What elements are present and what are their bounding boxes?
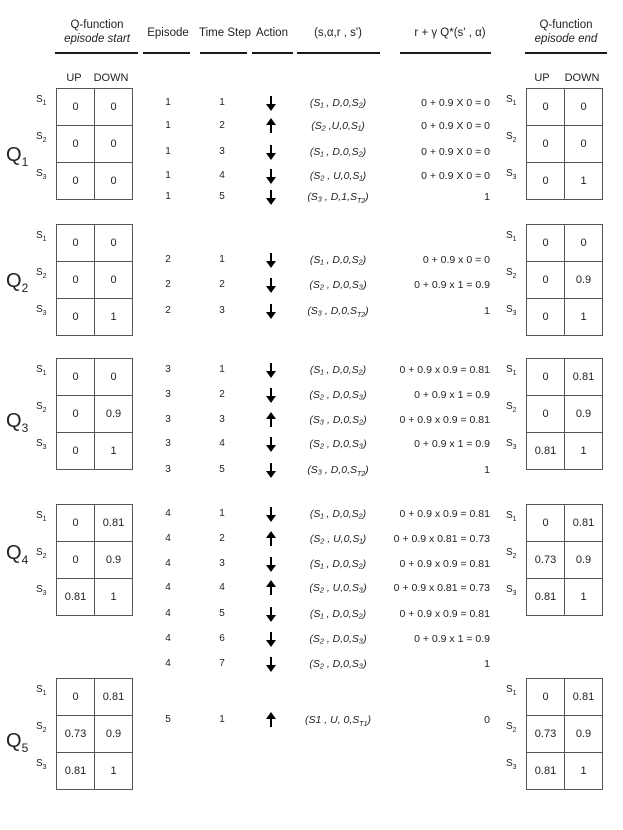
arrow-up-icon	[265, 712, 277, 728]
transition-tuple: (S₁ , D,0,S₂)	[309, 97, 367, 109]
transition-tuple: (S₃ , $D,0,S_{T2}$)	[307, 305, 369, 320]
header-underline	[55, 52, 138, 54]
episode-number: 2	[165, 279, 171, 290]
target-calculation: 0 + 0.9 x 0.81 = 0.73	[393, 582, 490, 594]
state-label: $S_1$	[36, 684, 47, 697]
state-label: $S_3$	[506, 758, 517, 771]
q-value-down: 0.81	[565, 679, 603, 716]
state-label: $S_2$	[506, 401, 517, 414]
time-step-number: 3	[219, 558, 225, 569]
state-label: $S_1$	[506, 230, 517, 243]
state-label: $S_3$	[36, 584, 47, 597]
state-label: $S_1$	[36, 230, 47, 243]
arrow-down-icon	[265, 277, 277, 293]
q-value-down: 0	[95, 89, 133, 126]
q-value-down: 0	[565, 89, 603, 126]
q-value-down: 0.81	[565, 359, 603, 396]
q-value-down: 0	[565, 225, 603, 262]
q-value-up: 0	[57, 505, 95, 542]
transition-tuple: (S₃ , $D,0,S_{T2}$)	[307, 464, 369, 479]
state-label: $S_2$	[506, 547, 517, 560]
q-value-up: 0	[527, 262, 565, 299]
q-value-down: 1	[95, 579, 133, 616]
q-value-down: 1	[565, 579, 603, 616]
q-value-up: 0	[527, 299, 565, 336]
q-value-down: 1	[95, 433, 133, 470]
header-underline	[200, 52, 247, 54]
q-value-down: 1	[565, 753, 603, 790]
q-start-header-line1: Q-function	[70, 19, 124, 31]
q-table-row	[57, 753, 133, 790]
state-label: $S_1$	[506, 510, 517, 523]
q-value-down: 0.9	[95, 716, 133, 753]
arrow-down-icon	[265, 387, 277, 403]
transition-tuple: (S₂ , U,0,S₃)	[309, 582, 367, 594]
q-value-up: 0	[527, 89, 565, 126]
state-label: $S_2$	[36, 401, 47, 414]
episode-number: 3	[165, 389, 171, 400]
episode-number: 1	[165, 120, 171, 131]
time-step-number: 1	[219, 97, 225, 108]
arrow-up-icon	[265, 118, 277, 134]
transition-tuple: (S₂ , D,0,S₃)	[309, 633, 367, 645]
transition-tuple: (S₁ , D,0,S₂)	[309, 558, 367, 570]
transition-tuple: (S₁ , D,0,S₂)	[309, 508, 367, 520]
q-start-header	[52, 18, 142, 46]
time-step-number: 7	[219, 658, 225, 669]
q-value-down: 0	[95, 359, 133, 396]
episode-header: Episode	[147, 27, 189, 39]
state-label: $S_3$	[36, 758, 47, 771]
q-value-up: 0.81	[527, 753, 565, 790]
transition-tuple: (S₃ , D,0,S₂)	[309, 414, 367, 426]
arrow-down-icon	[265, 556, 277, 572]
start-q-table	[56, 678, 133, 790]
target-calculation: 0 + 0.9 x 1 = 0.9	[414, 389, 490, 401]
q-table-row	[57, 579, 133, 616]
state-label: $S_3$	[506, 584, 517, 597]
transition-tuple: (S₂ , D,0,S₃)	[309, 658, 367, 670]
time-step-number: 1	[219, 508, 225, 519]
q-function-label: $Q_3$	[6, 410, 29, 435]
q-table-row	[527, 579, 603, 616]
q-value-up: 0.73	[57, 716, 95, 753]
q-table-row	[57, 262, 133, 299]
header-underline	[252, 52, 293, 54]
time-step-number: 4	[219, 170, 225, 181]
formula-header: r + γ Q*(s' , α)	[414, 27, 486, 39]
arrow-down-icon	[265, 436, 277, 452]
q-table-row	[527, 299, 603, 336]
q-value-down: 0.9	[95, 396, 133, 433]
timestep-header: Time Step	[199, 27, 251, 39]
transition-tuple: (S₃ , $D,1,S_{T2}$)	[307, 191, 369, 206]
time-step-number: 3	[219, 305, 225, 316]
q-table-row	[527, 225, 603, 262]
q-table-row	[527, 679, 603, 716]
episode-number: 4	[165, 533, 171, 544]
target-calculation: 1	[484, 658, 490, 670]
transition-tuple: (S1 , U, $0,S_{T1}$)	[305, 714, 371, 729]
arrow-down-icon	[265, 656, 277, 672]
arrow-down-icon	[265, 144, 277, 160]
q-table-row	[527, 505, 603, 542]
transition-tuple: (S₂ , U,0,S₁)	[309, 533, 367, 545]
state-label: $S_1$	[506, 684, 517, 697]
target-calculation: 1	[484, 305, 490, 317]
q-table-row	[527, 89, 603, 126]
q-value-up: 0	[57, 299, 95, 336]
episode-number: 2	[165, 305, 171, 316]
end-q-table	[526, 224, 603, 336]
q-value-down: 0.81	[565, 505, 603, 542]
arrow-down-icon	[265, 303, 277, 319]
transition-tuple: (S₂ , D,0,S₃)	[309, 279, 367, 291]
target-calculation: 0 + 0.9 x 0.9 = 0.81	[399, 558, 490, 570]
arrow-up-icon	[265, 580, 277, 596]
q-value-up: 0.81	[527, 579, 565, 616]
q-value-down: 1	[565, 433, 603, 470]
q-table-row	[527, 163, 603, 200]
q-value-up: 0	[527, 396, 565, 433]
q-table-row	[527, 542, 603, 579]
state-label: $S_1$	[506, 94, 517, 107]
episode-number: 1	[165, 170, 171, 181]
episode-number: 4	[165, 508, 171, 519]
start-q-table	[56, 88, 133, 200]
q-table-row	[57, 299, 133, 336]
episode-number: 3	[165, 438, 171, 449]
arrow-down-icon	[265, 189, 277, 205]
episode-number: 1	[165, 146, 171, 157]
target-calculation: 0 + 0.9 x 0 = 0	[422, 254, 490, 266]
q-value-down: 0	[95, 163, 133, 200]
q-value-up: 0.81	[57, 753, 95, 790]
q-function-label: $Q_5$	[6, 730, 29, 755]
target-calculation: 1	[484, 191, 490, 203]
target-calculation: 0 + 0.9 x 0.81 = 0.73	[393, 533, 490, 545]
transition-tuple: (S₂ , D,0,S₃)	[309, 389, 367, 401]
target-calculation: 0 + 0.9 X 0 = 0	[421, 146, 490, 158]
transition-tuple: (S₁ , D,0,S₂)	[309, 146, 367, 158]
state-label: $S_3$	[36, 168, 47, 181]
target-calculation: 0 + 0.9 x 1 = 0.9	[414, 279, 490, 291]
target-calculation: 0 + 0.9 X 0 = 0	[421, 170, 490, 182]
q-value-down: 1	[95, 299, 133, 336]
transition-tuple: (S₁ , D,0,S₂)	[309, 608, 367, 620]
target-calculation: 0 + 0.9 x 0.9 = 0.81	[399, 608, 490, 620]
q-table-row	[57, 225, 133, 262]
q-value-up: 0	[57, 163, 95, 200]
arrow-down-icon	[265, 95, 277, 111]
q-value-up: 0	[57, 225, 95, 262]
target-calculation: 1	[484, 464, 490, 476]
target-calculation: 0 + 0.9 x 1 = 0.9	[414, 633, 490, 645]
q-value-up: 0	[57, 89, 95, 126]
q-end-header-line2: episode end	[534, 33, 598, 45]
time-step-number: 1	[219, 254, 225, 265]
q-table-row	[527, 753, 603, 790]
time-step-number: 2	[219, 120, 225, 131]
state-label: $S_2$	[506, 721, 517, 734]
q-value-down: 0	[95, 126, 133, 163]
action-header: Action	[256, 27, 288, 39]
target-calculation: 0 + 0.9 X 0 = 0	[421, 97, 490, 109]
arrow-up-icon	[265, 412, 277, 428]
q-value-up: 0	[57, 359, 95, 396]
q-function-label: $Q_2$	[6, 270, 29, 295]
state-label: $S_1$	[36, 364, 47, 377]
down-column-header: DOWN	[93, 72, 129, 84]
end-q-table	[526, 88, 603, 200]
arrow-down-icon	[265, 631, 277, 647]
q-value-up: 0	[57, 396, 95, 433]
q-value-down: 0.81	[95, 505, 133, 542]
time-step-number: 3	[219, 414, 225, 425]
state-label: $S_2$	[506, 267, 517, 280]
episode-number: 4	[165, 558, 171, 569]
episode-number: 2	[165, 254, 171, 265]
q-value-up: 0	[527, 126, 565, 163]
q-value-down: 1	[565, 163, 603, 200]
time-step-number: 1	[219, 714, 225, 725]
state-label: $S_2$	[36, 547, 47, 560]
q-value-down: 0.9	[565, 542, 603, 579]
episode-number: 3	[165, 414, 171, 425]
q-value-down: 0.9	[95, 542, 133, 579]
q-table-row	[57, 433, 133, 470]
target-calculation: 0 + 0.9 x 0.9 = 0.81	[399, 414, 490, 426]
episode-number: 4	[165, 658, 171, 669]
time-step-number: 4	[219, 438, 225, 449]
episode-number: 1	[165, 191, 171, 202]
q-table-row	[57, 679, 133, 716]
transition-tuple: (S₁ , D,0,S₂)	[309, 364, 367, 376]
q-table-row	[527, 262, 603, 299]
q-table-row	[57, 542, 133, 579]
arrow-down-icon	[265, 168, 277, 184]
q-table-row	[527, 126, 603, 163]
time-step-number: 2	[219, 389, 225, 400]
q-value-up: 0	[57, 542, 95, 579]
transition-tuple: (S₂ ,U,0,S₁)	[311, 120, 365, 132]
q-value-up: 0.81	[57, 579, 95, 616]
q-end-header-line1: Q-function	[539, 19, 593, 31]
q-value-up: 0.73	[527, 716, 565, 753]
q-value-up: 0	[57, 126, 95, 163]
q-table-row	[57, 126, 133, 163]
arrow-down-icon	[265, 362, 277, 378]
arrow-up-icon	[265, 531, 277, 547]
q-function-label: $Q_4$	[6, 542, 29, 567]
time-step-number: 6	[219, 633, 225, 644]
start-q-table	[56, 224, 133, 336]
state-label: $S_3$	[506, 304, 517, 317]
q-value-down: 0.81	[95, 679, 133, 716]
state-label: $S_1$	[36, 94, 47, 107]
time-step-number: 5	[219, 191, 225, 202]
q-value-down: 0	[95, 225, 133, 262]
q-end-header	[520, 18, 612, 46]
episode-number: 5	[165, 714, 171, 725]
state-label: $S_1$	[36, 510, 47, 523]
episode-number: 4	[165, 633, 171, 644]
up-column-header: UP	[66, 72, 82, 84]
end-q-table	[526, 358, 603, 470]
end-q-table	[526, 504, 603, 616]
q-value-up: 0	[57, 262, 95, 299]
q-table-row	[57, 359, 133, 396]
episode-number: 4	[165, 582, 171, 593]
header-underline	[143, 52, 190, 54]
episode-number: 4	[165, 608, 171, 619]
time-step-number: 2	[219, 533, 225, 544]
tuple-header: (s,α,r , s')	[314, 27, 362, 39]
header-underline	[297, 52, 380, 54]
up-column-header: UP	[534, 72, 550, 84]
q-table-row	[57, 505, 133, 542]
target-calculation: 0	[484, 714, 490, 726]
q-table-row	[57, 716, 133, 753]
state-label: $S_2$	[36, 131, 47, 144]
transition-tuple: (S₂ , U,0,S₁)	[309, 170, 367, 182]
target-calculation: 0 + 0.9 x 0.9 = 0.81	[399, 364, 490, 376]
q-value-down: 0	[95, 262, 133, 299]
transition-tuple: (S₂ , D,0,S₃)	[309, 438, 367, 450]
q-value-up: 0	[527, 505, 565, 542]
q-value-up: 0	[57, 433, 95, 470]
arrow-down-icon	[265, 606, 277, 622]
q-value-down: 0.9	[565, 262, 603, 299]
episode-number: 3	[165, 464, 171, 475]
state-label: $S_2$	[506, 131, 517, 144]
q-table-row	[57, 89, 133, 126]
start-q-table	[56, 358, 133, 470]
q-table-row	[527, 359, 603, 396]
time-step-number: 4	[219, 582, 225, 593]
state-label: $S_1$	[506, 364, 517, 377]
q-value-up: 0	[527, 359, 565, 396]
q-table-row	[57, 396, 133, 433]
header-underline	[525, 52, 607, 54]
episode-number: 3	[165, 364, 171, 375]
q-table-row	[57, 163, 133, 200]
time-step-number: 5	[219, 608, 225, 619]
target-calculation: 0 + 0.9 x 0.9 = 0.81	[399, 508, 490, 520]
arrow-down-icon	[265, 462, 277, 478]
q-value-down: 1	[565, 299, 603, 336]
q-table-row	[527, 396, 603, 433]
target-calculation: 0 + 0.9 x 1 = 0.9	[414, 438, 490, 450]
q-start-header-line2: episode start	[64, 33, 130, 45]
q-value-down: 1	[95, 753, 133, 790]
down-column-header: DOWN	[564, 72, 600, 84]
state-label: $S_3$	[506, 168, 517, 181]
q-value-down: 0	[565, 126, 603, 163]
q-value-down: 0.9	[565, 716, 603, 753]
header-underline	[400, 52, 491, 54]
state-label: $S_3$	[506, 438, 517, 451]
state-label: $S_3$	[36, 438, 47, 451]
q-table-row	[527, 433, 603, 470]
q-value-up: 0.73	[527, 542, 565, 579]
episode-number: 1	[165, 97, 171, 108]
time-step-number: 2	[219, 279, 225, 290]
time-step-number: 1	[219, 364, 225, 375]
end-q-table	[526, 678, 603, 790]
q-value-down: 0.9	[565, 396, 603, 433]
state-label: $S_2$	[36, 267, 47, 280]
q-table-row	[527, 716, 603, 753]
state-label: $S_2$	[36, 721, 47, 734]
q-value-up: 0.81	[527, 433, 565, 470]
q-function-label: $Q_1$	[6, 144, 29, 169]
q-value-up: 0	[57, 679, 95, 716]
arrow-down-icon	[265, 506, 277, 522]
time-step-number: 5	[219, 464, 225, 475]
time-step-number: 3	[219, 146, 225, 157]
transition-tuple: (S₁ , D,0,S₂)	[309, 254, 367, 266]
target-calculation: 0 + 0.9 X 0 = 0	[421, 120, 490, 132]
start-q-table	[56, 504, 133, 616]
state-label: $S_3$	[36, 304, 47, 317]
q-value-up: 0	[527, 679, 565, 716]
q-value-up: 0	[527, 225, 565, 262]
q-value-up: 0	[527, 163, 565, 200]
arrow-down-icon	[265, 252, 277, 268]
